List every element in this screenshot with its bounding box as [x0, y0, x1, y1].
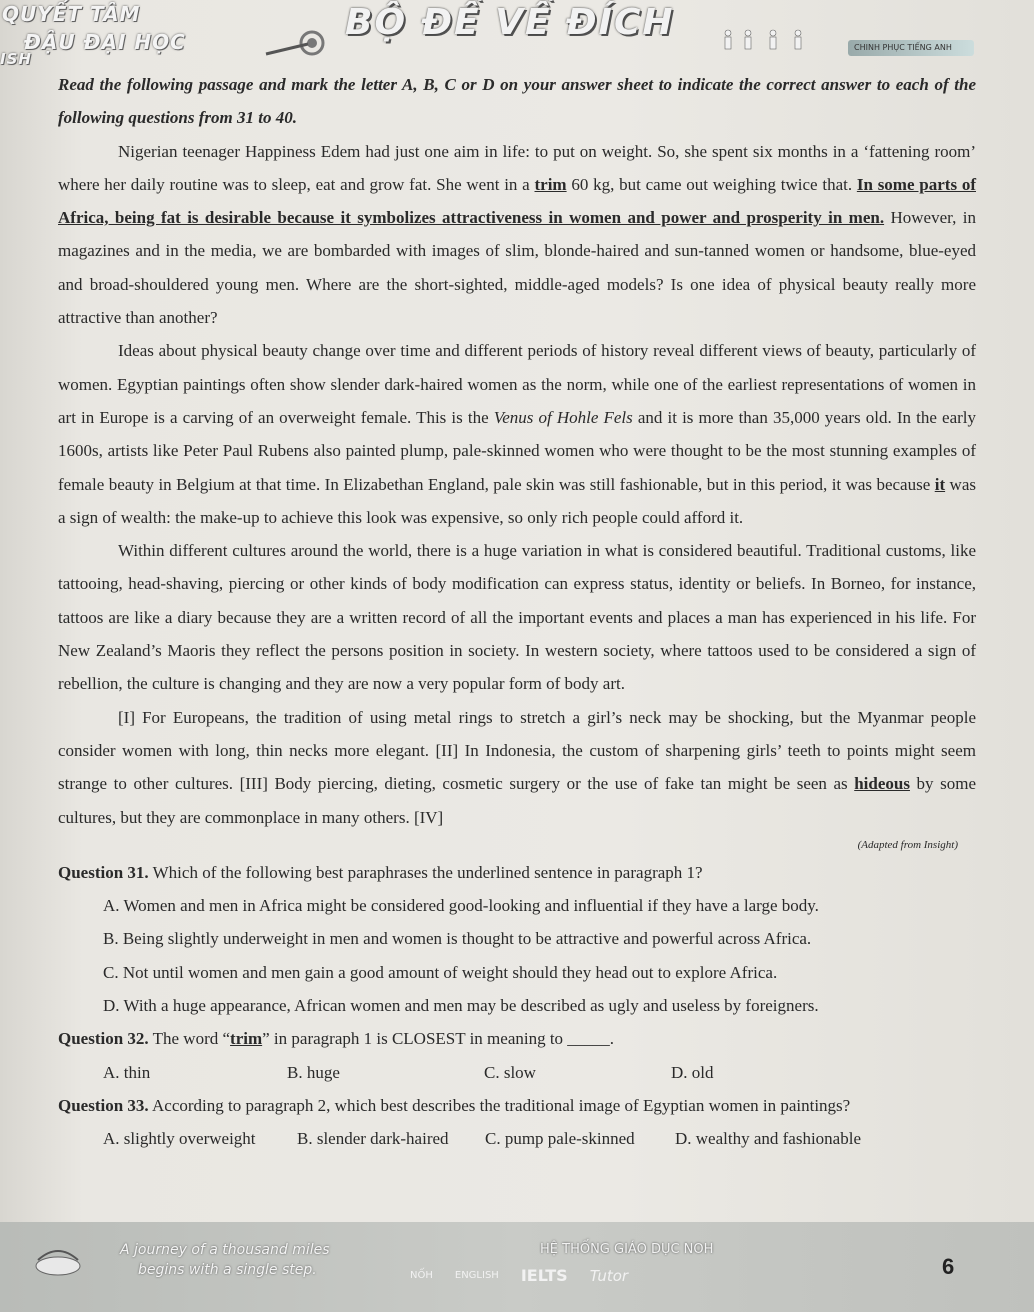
noh-logo: NỐH [410, 1270, 433, 1281]
footer-quote-line-2: begins with a single step. [138, 1262, 317, 1278]
header-banner [0, 0, 1034, 70]
brand-line-2: ĐẬU ĐẠI HỌC [24, 30, 186, 54]
q32-text-a: The word “ [148, 1029, 231, 1049]
q32-options [58, 1056, 976, 1089]
people-icon [718, 28, 818, 50]
q32-word: trim [230, 1029, 263, 1049]
q32-option-a[interactable]: A. thin [103, 1062, 151, 1082]
english-logo: ENGLISH [454, 1270, 499, 1281]
phase-badge: CHINH PHỤC TIẾNG ANH [848, 40, 974, 56]
q33-option-b[interactable]: B. slender dark-haired [297, 1129, 449, 1149]
q33-label: Question 33. [58, 1095, 149, 1115]
footer-banner [0, 1222, 1034, 1312]
q33-options [58, 1122, 976, 1155]
q32-option-d[interactable]: D. old [671, 1062, 714, 1082]
q33-text: According to paragraph 2, which best describes the traditional image of Egyptian women in paintings? [148, 1095, 851, 1115]
exam-content [58, 68, 976, 1156]
bird-logo-icon [28, 1240, 88, 1280]
banner-title: BỘ ĐỀ VỀ ĐÍCH [345, 2, 675, 43]
p2-text-c: was a sign of wealth: the make-up to achieve this look was expensive, so only rich people could afford it. [58, 474, 976, 527]
source-note: (Adapted from Insight) [857, 838, 958, 851]
q33-option-d[interactable]: D. wealthy and fashionable [675, 1129, 861, 1149]
paragraph-4 [58, 701, 976, 834]
p2-text-b: and it is more than 35,000 years old. In the early 1600s, artists like Peter Paul Rubens also painted plump, pale-skinned women who were thought to be the most stunning examples of female beauty in Belgium at that time. In Elizabethan England, pale skin was still fashionable, but in this period, it was because [58, 407, 976, 494]
p2-venus-title: Venus of Hohle Fels [493, 407, 633, 427]
p4-text-a: [I] For Europeans, the tradition of using metal rings to stretch a girl’s neck may be shocking, but the Myanmar people consider women with long, thin necks more elegant. [II] In Indonesia, the custom of sharpening girls’ teeth to points might seem strange to other cultures. [III] Body piercing, dieting, cosmetic surgery or the use of fake tan might be seen as [58, 707, 976, 794]
tutor-logo: Tutor [589, 1266, 629, 1285]
paragraph-2 [58, 334, 976, 534]
partner-logos [410, 1266, 628, 1285]
footer-quote-line-1: A journey of a thousand miles [120, 1242, 330, 1258]
ielts-logo: IELTS [520, 1266, 568, 1285]
q32-option-c[interactable]: C. slow [484, 1062, 536, 1082]
q32-option-b[interactable]: B. huge [287, 1062, 340, 1082]
p1-text-b: 60 kg, but came out weighing twice that. [566, 174, 857, 194]
q31-text: Which of the following best paraphrases the underlined sentence in paragraph 1? [148, 862, 703, 882]
brand-line-1: QUYẾT TÂM [2, 2, 141, 26]
p2-text-a: Ideas about physical beauty change over time and different periods of history reveal different views of beauty, particularly of women. Egyptian paintings often show slender dark-haired women as the norm, while one of the earliest representations of women in art in Europe is a carving of an overweight female. This is the [58, 341, 976, 427]
question-32 [58, 1022, 976, 1055]
target-arrow-icon [262, 28, 332, 58]
q32-label: Question 32. [58, 1029, 149, 1049]
paragraph-3: Within different cultures around the world, there is a huge variation in what is considered beautiful. Traditional customs, like tattooing, head-shaving, piercing or other kinds of body modification can express status, identity or beliefs. In Borneo, for instance, tattoos are like a diary because they are a written record of all the important events and places a man has experienced in his life. For New Zealand’s Maoris they reflect the persons position in society. In western society, where tattoos used to be considered a sign of rebellion, the culture is changing and they are now a very popular form of body art. [58, 541, 976, 694]
q33-option-c[interactable]: C. pump pale-skinned [485, 1129, 635, 1149]
p1-text-c: However, in magazines and in the media, we are bombarded with images of slim, blonde-haired and sun-tanned women or handsome, blue-eyed and broad-shouldered young men. Where are the short-sighted, middle-aged models? Is one idea of physical beauty really more attractive than another? [58, 208, 976, 328]
q31-option-d[interactable]: D. With a huge appearance, African women and men may be described as ugly and useless by foreigners. [103, 996, 819, 1016]
p4-hideous-word: hideous [854, 774, 910, 794]
paragraph-1 [58, 135, 976, 335]
p4-text-b: by some cultures, but they are commonplace in many others. [IV] [58, 774, 976, 827]
q31-option-a[interactable]: A. Women and men in Africa might be considered good-looking and influential if they have a large body. [103, 896, 819, 916]
q31-option-c[interactable]: C. Not until women and men gain a good amount of weight should they head out to explore Africa. [103, 962, 778, 982]
p1-text-a: Nigerian teenager Happiness Edem had just one aim in life: to put on weight. So, she spent six months in a ‘fattening room’ where her daily routine was to sleep, eat and grow fat. She went in a [58, 141, 976, 194]
p2-it-word: it [934, 474, 946, 494]
q31-label: Question 31. [58, 862, 149, 882]
page-number: 6 [942, 1254, 955, 1279]
q33-option-a[interactable]: A. slightly overweight [103, 1129, 256, 1149]
p1-underlined-sentence: In some parts of Africa, being fat is desirable because it symbolizes attractiveness in women and power and prosperity in men. [58, 174, 976, 228]
q31-option-b[interactable]: B. Being slightly underweight in men and women is thought to be attractive and powerful across Africa. [103, 929, 812, 949]
question-31 [58, 856, 976, 889]
p1-trim-word: trim [534, 174, 567, 194]
education-system-name: HỆ THỐNG GIÁO DỤC NOH [540, 1242, 714, 1257]
question-33 [58, 1089, 976, 1122]
q32-text-b: ” in paragraph 1 is CLOSEST in meaning to _____. [262, 1029, 615, 1049]
brand-line-3: ISH [0, 50, 32, 68]
instruction-text: Read the following passage and mark the letter A, B, C or D on your answer sheet to indicate the correct answer to each of the following questions from 31 to 40. [58, 75, 976, 128]
